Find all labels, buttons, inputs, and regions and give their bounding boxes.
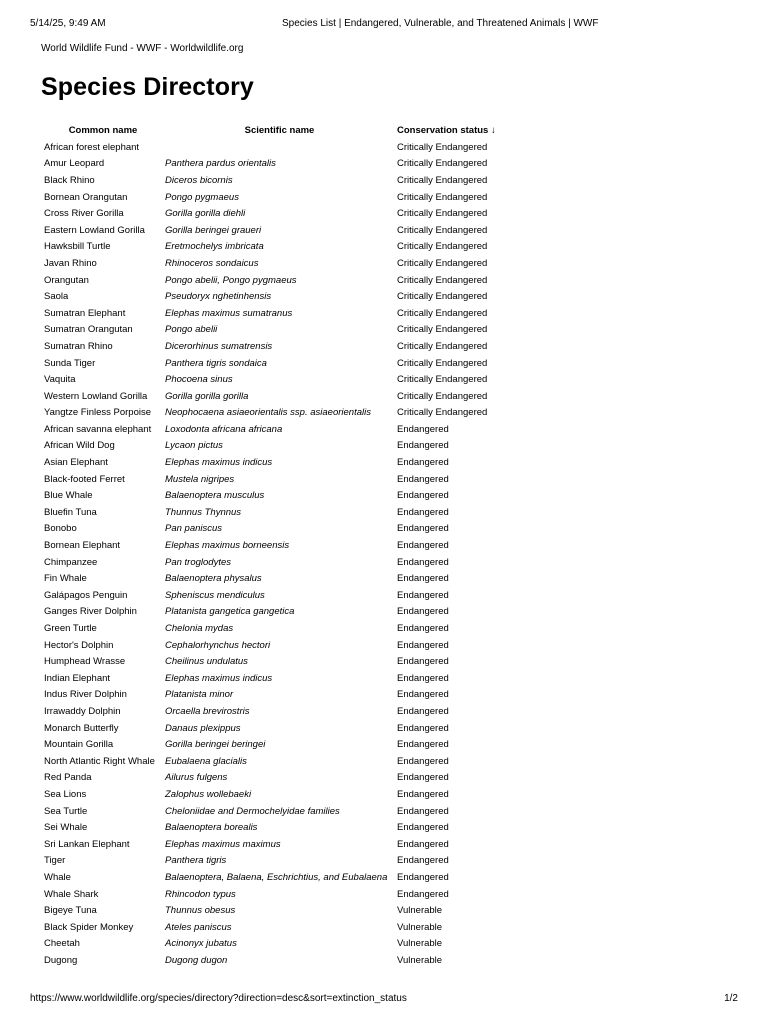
common-name-cell[interactable]: Bornean Elephant [44, 540, 121, 552]
table-row [41, 919, 514, 936]
conservation-status-cell: Endangered [397, 805, 449, 817]
scientific-name-cell: Gorilla beringei beringei [165, 739, 266, 751]
scientific-name-cell: Thunnus Thynnus [165, 506, 242, 518]
table-row [41, 371, 514, 388]
conservation-status-cell: Endangered [397, 739, 449, 751]
conservation-status-cell: Endangered [397, 473, 449, 485]
conservation-status-cell: Endangered [397, 855, 449, 867]
common-name-cell[interactable]: Amur Leopard [44, 158, 105, 170]
conservation-status-cell: Endangered [397, 888, 449, 900]
scientific-name-cell: Orcaella brevirostris [165, 705, 250, 717]
scientific-name-cell: Mustela nigripes [165, 473, 235, 485]
table-row [41, 570, 514, 587]
scientific-name-cell: Pan paniscus [165, 523, 223, 535]
table-row [41, 869, 514, 886]
table-row [41, 139, 514, 156]
scientific-name-cell: Acinonyx jubatus [165, 938, 237, 950]
table-row [41, 736, 514, 753]
table-row [41, 305, 514, 322]
table-row [41, 222, 514, 239]
conservation-status-cell: Endangered [397, 457, 449, 469]
scientific-name-cell: Elephas maximus sumatranus [165, 307, 293, 319]
table-row [41, 322, 514, 339]
conservation-status-cell: Critically Endangered [397, 191, 488, 203]
scientific-name-cell: Ailurus fulgens [165, 772, 228, 784]
scientific-name-cell: Balaenoptera, Balaena, Eschrichtius, and Eubalaena [165, 871, 388, 883]
scientific-name-cell: Elephas maximus indicus [165, 672, 273, 684]
page-number: 1/2 [724, 993, 738, 1004]
scientific-name-cell: Pseudoryx nghetinhensis [165, 291, 272, 303]
conservation-status-cell: Vulnerable [397, 921, 443, 933]
table-row [41, 504, 514, 521]
common-name-cell[interactable]: Bigeye Tuna [44, 905, 97, 917]
conservation-status-cell: Critically Endangered [397, 307, 488, 319]
common-name-cell[interactable]: Chimpanzee [44, 556, 98, 568]
scientific-name-cell: Cephalorhynchus hectori [165, 639, 271, 651]
common-name-cell[interactable]: Bornean Orangutan [44, 191, 128, 203]
scientific-name-cell: Diceros bicornis [165, 174, 233, 186]
common-name-cell[interactable]: Sumatran Rhino [44, 340, 113, 352]
scientific-name-cell: Pongo pygmaeus [165, 191, 239, 203]
table-row [41, 405, 514, 422]
conservation-status-cell: Endangered [397, 639, 449, 651]
scientific-name-cell: Panthera tigris [165, 855, 227, 867]
conservation-status-cell: Endangered [397, 838, 449, 850]
conservation-status-cell: Endangered [397, 623, 449, 635]
common-name-cell[interactable]: Eastern Lowland Gorilla [44, 224, 145, 236]
conservation-status-cell: Critically Endangered [397, 274, 488, 286]
print-datetime: 5/14/25, 9:49 AM [30, 18, 106, 29]
conservation-status-cell: Endangered [397, 822, 449, 834]
table-row [41, 604, 514, 621]
table-row [41, 670, 514, 687]
conservation-status-cell: Vulnerable [397, 905, 443, 917]
table-row [41, 554, 514, 571]
conservation-status-cell: Critically Endangered [397, 374, 488, 386]
scientific-name-cell: Cheloniidae and Dermochelyidae families [165, 805, 340, 817]
common-name-cell[interactable]: Saola [44, 291, 69, 303]
scientific-name-cell: Thunnus obesus [165, 905, 236, 917]
table-row [41, 454, 514, 471]
common-name-cell[interactable]: Orangutan [44, 274, 89, 286]
common-name-cell[interactable]: Indus River Dolphin [44, 689, 127, 701]
common-name-cell[interactable]: Green Turtle [44, 623, 97, 635]
table-row [41, 720, 514, 737]
conservation-status-cell: Endangered [397, 755, 449, 767]
common-name-cell[interactable]: Indian Elephant [44, 672, 111, 684]
conservation-status-cell: Vulnerable [397, 938, 443, 950]
common-name-cell[interactable]: Red Panda [44, 772, 92, 784]
common-name-cell[interactable]: Bluefin Tuna [44, 506, 97, 518]
print-footer [30, 993, 738, 1007]
scientific-name-cell: Dugong dugon [165, 954, 228, 966]
print-page-title: Species List | Endangered, Vulnerable, and Threatened Animals | WWF [282, 18, 599, 29]
conservation-status-cell: Endangered [397, 705, 449, 717]
conservation-status-cell: Critically Endangered [397, 141, 488, 153]
common-name-cell[interactable]: Fin Whale [44, 573, 87, 585]
conservation-status-cell: Critically Endangered [397, 174, 488, 186]
scientific-name-cell: Pongo abelii [165, 324, 218, 336]
scientific-name-cell: Phocoena sinus [165, 374, 233, 386]
table-row [41, 471, 514, 488]
common-name-cell[interactable]: Humphead Wrasse [44, 656, 126, 668]
table-row [41, 853, 514, 870]
common-name-cell[interactable]: Tiger [44, 855, 66, 867]
conservation-status-cell: Vulnerable [397, 954, 443, 966]
table-header-row [41, 122, 514, 139]
common-name-cell[interactable]: Monarch Butterfly [44, 722, 119, 734]
common-name-cell[interactable]: Sea Turtle [44, 805, 88, 817]
conservation-status-cell: Endangered [397, 506, 449, 518]
conservation-status-cell: Endangered [397, 573, 449, 585]
species-table-body [41, 139, 514, 969]
scientific-name-cell: Cheilinus undulatus [165, 656, 248, 668]
print-header [30, 18, 738, 32]
conservation-status-cell: Endangered [397, 871, 449, 883]
scientific-name-cell: Rhincodon typus [165, 888, 236, 900]
table-row [41, 803, 514, 820]
common-name-cell[interactable]: Cross River Gorilla [44, 208, 124, 220]
scientific-name-cell: Eubalaena glacialis [165, 755, 247, 767]
scientific-name-cell: Gorilla gorilla gorilla [165, 390, 249, 402]
table-row [41, 156, 514, 173]
conservation-status-cell: Critically Endangered [397, 390, 488, 402]
scientific-name-cell: Gorilla beringei graueri [165, 224, 262, 236]
scientific-name-cell: Zalophus wollebaeki [165, 788, 252, 800]
conservation-status-cell: Endangered [397, 523, 449, 535]
table-row [41, 786, 514, 803]
scientific-name-cell: Platanista minor [165, 689, 234, 701]
table-row [41, 653, 514, 670]
table-row [41, 438, 514, 455]
table-row [41, 239, 514, 256]
scientific-name-cell: Panthera pardus orientalis [165, 158, 276, 170]
conservation-status-cell: Endangered [397, 788, 449, 800]
table-row [41, 902, 514, 919]
common-name-cell[interactable]: Blue Whale [44, 490, 93, 502]
scientific-name-cell: Pan troglodytes [165, 556, 232, 568]
column-header-conservation-status[interactable]: Conservation status ↓ [397, 125, 496, 136]
common-name-cell[interactable]: African Wild Dog [44, 440, 115, 452]
scientific-name-cell: Lycaon pictus [165, 440, 223, 452]
common-name-cell[interactable]: Black Rhino [44, 174, 95, 186]
scientific-name-cell: Eretmochelys imbricata [165, 241, 264, 253]
table-row [41, 770, 514, 787]
scientific-name-cell: Neophocaena asiaeorientalis ssp. asiaeorientalis [165, 407, 371, 419]
conservation-status-cell: Endangered [397, 556, 449, 568]
scientific-name-cell: Elephas maximus maximus [165, 838, 281, 850]
conservation-status-cell: Endangered [397, 490, 449, 502]
table-row [41, 421, 514, 438]
table-row [41, 620, 514, 637]
scientific-name-cell: Platanista gangetica gangetica [165, 606, 295, 618]
common-name-cell[interactable]: Javan Rhino [44, 257, 97, 269]
scientific-name-cell: Rhinoceros sondaicus [165, 257, 259, 269]
site-name: World Wildlife Fund - WWF - Worldwildlife.org [41, 43, 244, 54]
table-row [41, 172, 514, 189]
table-row [41, 487, 514, 504]
scientific-name-cell: Ateles paniscus [165, 921, 232, 933]
common-name-cell[interactable]: Hector's Dolphin [44, 639, 114, 651]
common-name-cell[interactable]: Dugong [44, 954, 78, 966]
scientific-name-cell: Loxodonta africana africana [165, 423, 283, 435]
common-name-cell[interactable]: Asian Elephant [44, 457, 108, 469]
table-row [41, 338, 514, 355]
common-name-cell[interactable]: North Atlantic Right Whale [44, 755, 155, 767]
common-name-cell[interactable]: Sri Lankan Elephant [44, 838, 130, 850]
conservation-status-cell: Endangered [397, 689, 449, 701]
common-name-cell[interactable]: Whale Shark [44, 888, 99, 900]
table-row [41, 687, 514, 704]
common-name-cell[interactable]: Sunda Tiger [44, 357, 96, 369]
scientific-name-cell: Elephas maximus indicus [165, 457, 273, 469]
common-name-cell[interactable]: African forest elephant [44, 141, 140, 153]
conservation-status-cell: Critically Endangered [397, 208, 488, 220]
conservation-status-cell: Critically Endangered [397, 357, 488, 369]
scientific-name-cell: Pongo abelii, Pongo pygmaeus [165, 274, 297, 286]
table-row [41, 886, 514, 903]
common-name-cell[interactable]: Bonobo [44, 523, 77, 535]
conservation-status-cell: Critically Endangered [397, 407, 488, 419]
conservation-status-cell: Critically Endangered [397, 324, 488, 336]
conservation-status-cell: Endangered [397, 440, 449, 452]
column-header-common-name[interactable]: Common name [68, 125, 138, 136]
conservation-status-cell: Critically Endangered [397, 340, 488, 352]
conservation-status-cell: Critically Endangered [397, 257, 488, 269]
scientific-name-cell: Balaenoptera musculus [165, 490, 265, 502]
scientific-name-cell: Spheniscus mendiculus [165, 589, 265, 601]
table-row [41, 272, 514, 289]
table-row [41, 537, 514, 554]
table-row [41, 355, 514, 372]
conservation-status-cell: Critically Endangered [397, 224, 488, 236]
table-row [41, 819, 514, 836]
table-row [41, 521, 514, 538]
common-name-cell[interactable]: Sei Whale [44, 822, 88, 834]
common-name-cell[interactable]: Cheetah [44, 938, 80, 950]
table-row [41, 288, 514, 305]
common-name-cell[interactable]: Mountain Gorilla [44, 739, 114, 751]
conservation-status-cell: Critically Endangered [397, 291, 488, 303]
scientific-name-cell: Elephas maximus borneensis [165, 540, 290, 552]
table-row [41, 753, 514, 770]
table-row [41, 587, 514, 604]
conservation-status-cell: Endangered [397, 672, 449, 684]
common-name-cell[interactable]: Sumatran Orangutan [44, 324, 133, 336]
scientific-name-cell: Gorilla gorilla diehli [165, 208, 246, 220]
scientific-name-cell: Panthera tigris sondaica [165, 357, 267, 369]
common-name-cell[interactable]: Black Spider Monkey [44, 921, 134, 933]
column-header-scientific-name[interactable]: Scientific name [244, 125, 315, 136]
conservation-status-cell: Critically Endangered [397, 158, 488, 170]
table-row [41, 952, 514, 969]
print-url: https://www.worldwildlife.org/species/directory?direction=desc&sort=extinction_status [30, 993, 407, 1004]
common-name-cell[interactable]: Sea Lions [44, 788, 87, 800]
conservation-status-cell: Endangered [397, 606, 449, 618]
scientific-name-cell: Chelonia mydas [165, 623, 234, 635]
table-row [41, 388, 514, 405]
common-name-cell[interactable]: Ganges River Dolphin [44, 606, 137, 618]
common-name-cell[interactable]: Yangtze Finless Porpoise [44, 407, 152, 419]
conservation-status-cell: Critically Endangered [397, 241, 488, 253]
table-row [41, 205, 514, 222]
table-row [41, 189, 514, 206]
common-name-cell[interactable]: Western Lowland Gorilla [44, 390, 148, 402]
table-row [41, 255, 514, 272]
conservation-status-cell: Endangered [397, 423, 449, 435]
conservation-status-cell: Endangered [397, 772, 449, 784]
scientific-name-cell: Danaus plexippus [165, 722, 241, 734]
common-name-cell[interactable]: Vaquita [44, 374, 76, 386]
page-title: Species Directory [41, 73, 254, 101]
conservation-status-cell: Endangered [397, 722, 449, 734]
table-row [41, 836, 514, 853]
table-row [41, 936, 514, 953]
scientific-name-cell: Balaenoptera borealis [165, 822, 258, 834]
common-name-cell[interactable]: African savanna elephant [44, 423, 152, 435]
common-name-cell[interactable]: Black-footed Ferret [44, 473, 125, 485]
scientific-name-cell: Balaenoptera physalus [165, 573, 262, 585]
common-name-cell[interactable]: Hawksbill Turtle [44, 241, 111, 253]
common-name-cell[interactable]: Galápagos Penguin [44, 589, 128, 601]
scientific-name-cell: Dicerorhinus sumatrensis [165, 340, 273, 352]
scientific-name-cell [162, 139, 394, 156]
conservation-status-cell: Endangered [397, 540, 449, 552]
common-name-cell[interactable]: Sumatran Elephant [44, 307, 126, 319]
common-name-cell[interactable]: Whale [44, 871, 71, 883]
species-table [41, 122, 514, 969]
table-row [41, 703, 514, 720]
conservation-status-cell: Endangered [397, 656, 449, 668]
conservation-status-cell: Endangered [397, 589, 449, 601]
table-row [41, 637, 514, 654]
common-name-cell[interactable]: Irrawaddy Dolphin [44, 705, 121, 717]
